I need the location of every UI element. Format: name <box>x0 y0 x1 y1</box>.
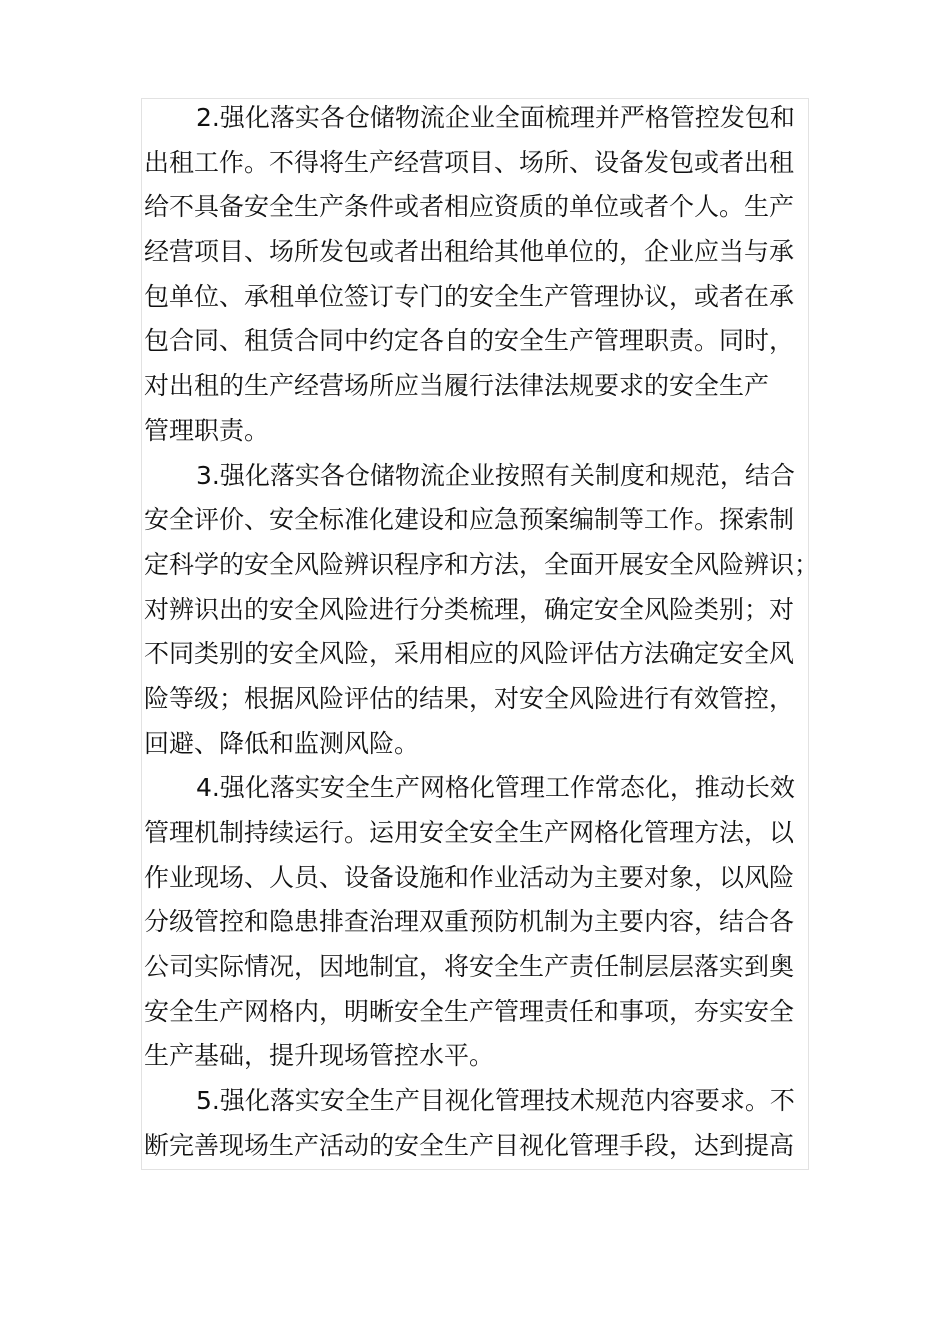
text-line: 分级管控和隐患排查治理双重预防机制为主要内容，结合各 <box>144 907 795 937</box>
text-line: 4.强化落实安全生产网格化管理工作常态化，推动长效 <box>196 773 795 803</box>
text-line: 作业现场、人员、设备设施和作业活动为主要对象，以风险 <box>144 862 795 892</box>
text-line: 安全生产网格内，明晰安全生产管理责任和事项，夯实安全 <box>144 996 795 1026</box>
text-line: 出租工作。不得将生产经营项目、场所、设备发包或者出租 <box>144 147 795 177</box>
text-line: 5.强化落实安全生产目视化管理技术规范内容要求。不 <box>196 1086 795 1116</box>
text-line: 包合同、租赁合同中约定各自的安全生产管理职责。同时， <box>144 326 795 356</box>
text-line: 管理机制持续运行。运用安全安全生产网格化管理方法，以 <box>144 818 795 847</box>
document-body <box>144 96 820 1169</box>
text-line: 管理职责。 <box>144 415 270 445</box>
text-line: 2.强化落实各仓储物流企业全面梳理并严格管控发包和 <box>196 103 795 132</box>
text-line: 给不具备安全生产条件或者相应资质的单位或者个人。生产 <box>144 192 795 222</box>
text-line: 包单位、承租单位签订专门的安全生产管理协议，或者在承 <box>144 281 795 311</box>
text-line: 回避、降低和监测风险。 <box>144 728 420 758</box>
text-line: 3.强化落实各仓储物流企业按照有关制度和规范，结合 <box>196 460 795 490</box>
paragraph-2 <box>144 454 820 767</box>
text-line: 安全评价、安全标准化建设和应急预案编制等工作。探索制 <box>144 505 795 535</box>
text-line: 险等级；根据风险评估的结果，对安全风险进行有效管控， <box>144 683 795 713</box>
paragraph-3 <box>144 766 810 1079</box>
text-line: 经营项目、场所发包或者出租给其他单位的，企业应当与承 <box>144 237 795 267</box>
text-line: 断完善现场生产活动的安全生产目视化管理手段，达到提高 <box>144 1130 795 1160</box>
text-line: 公司实际情况，因地制宜，将安全生产责任制层层落实到奥 <box>144 952 795 982</box>
text-line: 不同类别的安全风险，采用相应的风险评估方法确定安全风 <box>144 639 795 669</box>
text-line: 生产基础，提升现场管控水平。 <box>144 1041 495 1071</box>
paragraph-1 <box>144 96 810 454</box>
text-line: 对出租的生产经营场所应当履行法律法规要求的安全生产 <box>144 371 770 401</box>
paragraph-4 <box>144 1079 810 1168</box>
text-line: 对辨识出的安全风险进行分类梳理，确定安全风险类别；对 <box>144 594 795 624</box>
text-line: 定科学的安全风险辨识程序和方法，全面开展安全风险辨识； <box>144 549 820 579</box>
